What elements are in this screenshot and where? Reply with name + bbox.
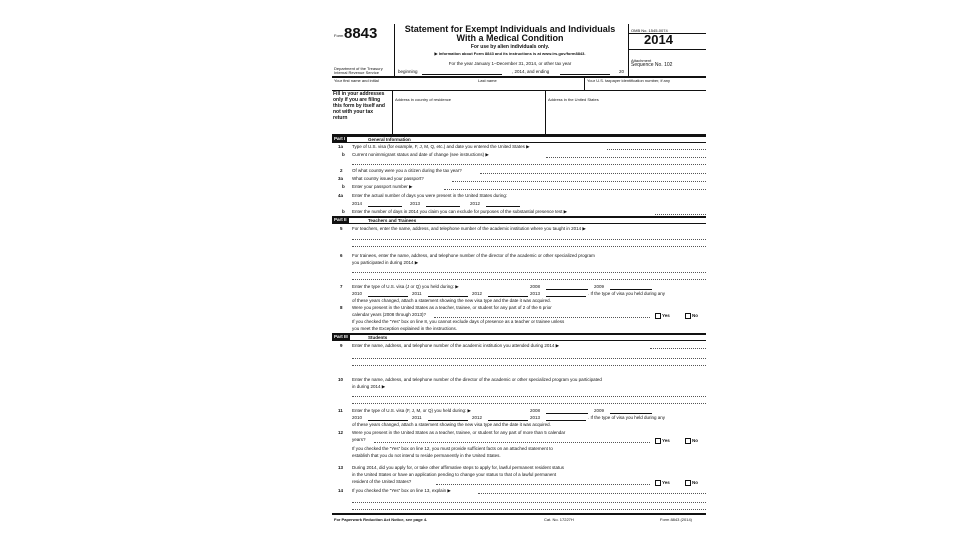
omb-number: OMB No. 1545-0074: [631, 28, 668, 33]
attachment-label: Attachment: [631, 58, 652, 63]
student-visa-2010-input[interactable]: [368, 420, 408, 421]
line-11-year-2011: 2011: [412, 415, 422, 420]
line-11-label: Enter the type of U.S. visa (F, J, M, or Q) you held during: ▶: [352, 408, 472, 413]
catalog-number: Cat. No. 17227H: [544, 517, 574, 522]
last-name-field[interactable]: Last name: [478, 78, 497, 83]
line-1b-input[interactable]: [546, 157, 706, 158]
residence-address-field[interactable]: Address in country of residence: [395, 97, 452, 102]
line-11-year-2008: 2008: [530, 408, 541, 413]
form-8843-page: [332, 20, 706, 530]
paperwork-notice: For Paperwork Reduction Act Notice, see page 4.: [334, 517, 428, 522]
line-7-num: 7: [340, 284, 343, 289]
line-8-yes-label: Yes: [662, 313, 670, 318]
line-12-no-checkbox[interactable]: [685, 438, 691, 444]
line-4a-year-2012: 2012: [470, 201, 481, 206]
line-13-label-a: During 2014, did you apply for, or take other affirmative steps to apply for, lawful permanent resident status: [352, 465, 565, 470]
days-2014-input[interactable]: [368, 206, 402, 207]
line-6-label-a: For trainees, enter the name, address, and telephone number of the director of the academic or other specialized program: [352, 253, 595, 258]
form-prefix: Form: [334, 33, 344, 38]
line-12-label-d: establish that you do not intend to reside permanently in the United States.: [352, 453, 501, 458]
line-13-label-b: in the United States or have an application pending to change your status to that of a lawful permanent: [352, 472, 557, 477]
line-7-year-2011: 2011: [412, 291, 422, 296]
beginning-label: beginning: [398, 69, 418, 74]
line-1b-label: Current nonimmigrant status and date of change (see instructions) ▶: [352, 152, 489, 157]
line-5-label: For teachers, enter the name, address, and telephone number of the academic institution where you taught in 2014 ▶: [352, 226, 586, 231]
line-14-label: If you checked the “Yes” box on line 13, explain ▶: [352, 488, 451, 493]
line-7-year-2013: 2013: [530, 291, 541, 296]
line-13-no-checkbox[interactable]: [685, 480, 691, 486]
line-4a-year-2013: 2013: [410, 201, 421, 206]
line-8-label-d: you meet the Exception explained in the instructions.: [352, 326, 458, 331]
ending-label: , 2014, and ending: [512, 69, 550, 74]
visa-2010-input[interactable]: [368, 296, 408, 297]
line-10-label-a: Enter the name, address, and telephone number of the director of the academic or other specialized program you participated: [352, 377, 602, 382]
line-2-label: Of what country were you a citizen during the tax year?: [352, 168, 462, 173]
part3-title: Students: [368, 335, 388, 340]
form-number: 8843: [344, 25, 378, 42]
line-11-year-2009: 2009: [594, 408, 605, 413]
line-8-yes-checkbox[interactable]: [655, 313, 661, 319]
line-11-year-2012: 2012: [472, 415, 483, 420]
line-11-num: 11: [338, 408, 343, 413]
line-12-label-c: If you checked the “Yes” box on line 12, you must provide sufficient facts on an attached statement to: [352, 446, 553, 451]
form-subtitle: For use by alien individuals only.: [470, 44, 550, 50]
form-info-link: ▶ Information about Form 8843 and its instructions is at www.irs.gov/form8843.: [434, 51, 586, 56]
dept-treasury: Department of the Treasury: [334, 66, 383, 71]
visa-2011-input[interactable]: [428, 296, 468, 297]
line-6-num: 6: [340, 253, 343, 258]
line-2-input[interactable]: [480, 173, 706, 174]
visa-2012-input[interactable]: [488, 296, 528, 297]
line-3b-label: Enter your passport number ▶: [352, 184, 413, 189]
irs-label: Internal Revenue Service: [334, 70, 379, 75]
student-visa-2013-input[interactable]: [546, 420, 586, 421]
century-label: 20: [619, 69, 625, 74]
tax-year: 2014: [644, 32, 673, 47]
line-11-label-b: . If the type of visa you held during any: [588, 415, 666, 420]
line-4b-label: Enter the number of days in 2014 you claim you can exclude for purposes of the substantial presence test ▶: [352, 209, 568, 214]
line-4a-year-2014: 2014: [352, 201, 363, 206]
visa-2013-input[interactable]: [546, 296, 586, 297]
line-13-num: 13: [338, 465, 344, 470]
form-footer-label: Form 8843 (2014): [660, 517, 693, 522]
first-name-field[interactable]: Your first name and initial: [334, 78, 379, 83]
line-3b-input[interactable]: [444, 189, 706, 190]
visa-2008-input[interactable]: [546, 289, 588, 290]
line-8-no-checkbox[interactable]: [685, 313, 691, 319]
student-visa-2012-input[interactable]: [488, 420, 528, 421]
line-12-yes-label: Yes: [662, 438, 670, 443]
line-7-label-c: of these years changed, attach a statement showing the new visa type and the date it was acquired.: [352, 298, 551, 303]
days-2012-input[interactable]: [486, 206, 520, 207]
line-4b-input[interactable]: [655, 214, 706, 215]
taxpayer-id-field[interactable]: Your U.S. taxpayer identification number, if any: [587, 78, 671, 83]
line-7-year-2008: 2008: [530, 284, 541, 289]
line-12-label-a: Were you present in the United States as a teacher, trainee, or student for any part of more than 5 calendar: [352, 430, 566, 435]
line-1a-label: Type of U.S. visa (for example, F, J, M, Q, etc.) and date you entered the United States ▶: [352, 144, 530, 149]
part3-label: Part III: [334, 334, 348, 339]
line-7-year-2009: 2009: [594, 284, 605, 289]
part1-label: Part I: [334, 136, 346, 141]
line-13-yes-label: Yes: [662, 480, 670, 485]
line-9-input[interactable]: [650, 348, 706, 349]
line-11-label-c: of these years changed, attach a statement showing the new visa type and the date it was acquired.: [352, 422, 551, 427]
line-11-year-2013: 2013: [530, 415, 541, 420]
line-3b-num: b: [342, 184, 345, 189]
line-12-num: 12: [338, 430, 344, 435]
line-5-input[interactable]: [352, 239, 706, 240]
form-title-line2: With a Medical Condition: [456, 33, 564, 43]
line-6-input[interactable]: [352, 272, 706, 273]
line-8-label-c: If you checked the “Yes” box on line 8, you cannot exclude days of presence as a teacher or trainee unless: [352, 319, 565, 324]
line-1b-num: b: [342, 152, 345, 157]
student-visa-2011-input[interactable]: [428, 420, 468, 421]
address-instructions: Fill in your addresses only if you are filing this form by itself and not with your tax return: [333, 91, 385, 121]
line-9-label: Enter the name, address, and telephone number of the academic institution you attended during 2014 ▶: [352, 343, 560, 348]
line-3a-num: 3a: [338, 176, 344, 181]
line-14-num: 14: [338, 488, 344, 493]
line-7-year-2012: 2012: [472, 291, 483, 296]
form-title-line1: Statement for Exempt Individuals and Individuals: [404, 24, 616, 34]
line-12-no-label: No: [692, 438, 698, 443]
line-9-num: 9: [340, 343, 343, 348]
line-14-input[interactable]: [478, 493, 706, 494]
tax-year-text: For the year January 1–December 31, 2014, or other tax year: [448, 61, 572, 66]
student-visa-2009-input[interactable]: [610, 413, 652, 414]
line-13-label-c: resident of the United States?: [352, 479, 412, 484]
line-4a-num: 4a: [338, 193, 344, 198]
visa-2009-input[interactable]: [610, 289, 652, 290]
line-3a-input[interactable]: [452, 181, 706, 182]
sequence-number: Sequence No. 102: [631, 62, 673, 68]
line-8-label-a: Were you present in the United States as a teacher, trainee, or student for any part of 2 of the 6 prior: [352, 305, 552, 310]
line-8-label-b: calendar years (2008 through 2013)?: [352, 312, 427, 317]
line-10-input[interactable]: [352, 396, 706, 397]
part1-title: General Information: [368, 137, 411, 142]
line-13-yes-checkbox[interactable]: [655, 480, 661, 486]
line-5-num: 5: [340, 226, 343, 231]
line-4a-label: Enter the actual number of days you were present in the United States during:: [352, 193, 508, 198]
line-8-no-label: No: [692, 313, 698, 318]
line-4b-num: b: [342, 209, 345, 214]
line-3a-label: What country issued your passport?: [352, 176, 424, 181]
line-1a-input[interactable]: [607, 149, 706, 150]
line-10-num: 10: [338, 377, 344, 382]
line-7-year-2010: 2010: [352, 291, 363, 296]
days-2013-input[interactable]: [426, 206, 460, 207]
part2-label: Part II: [334, 217, 347, 222]
line-6-label-b: you participated in during 2014 ▶: [352, 260, 419, 265]
student-visa-2008-input[interactable]: [546, 413, 588, 414]
us-address-field[interactable]: Address in the United States: [548, 97, 599, 102]
part2-title: Teachers and Trainees: [368, 218, 417, 223]
line-1a-num: 1a: [338, 144, 344, 149]
line-11-year-2010: 2010: [352, 415, 363, 420]
line-7-label: Enter the type of U.S. visa (J or Q) you held during: ▶: [352, 284, 459, 289]
line-13-no-label: No: [692, 480, 698, 485]
line-8-num: 8: [340, 305, 343, 310]
line-12-yes-checkbox[interactable]: [655, 438, 661, 444]
line-2-num: 2: [340, 168, 343, 173]
line-7-label-b: . If the type of visa you held during any: [588, 291, 666, 296]
line-10-label-b: in during 2014 ▶: [352, 384, 386, 389]
line-12-label-b: years?: [352, 437, 366, 442]
